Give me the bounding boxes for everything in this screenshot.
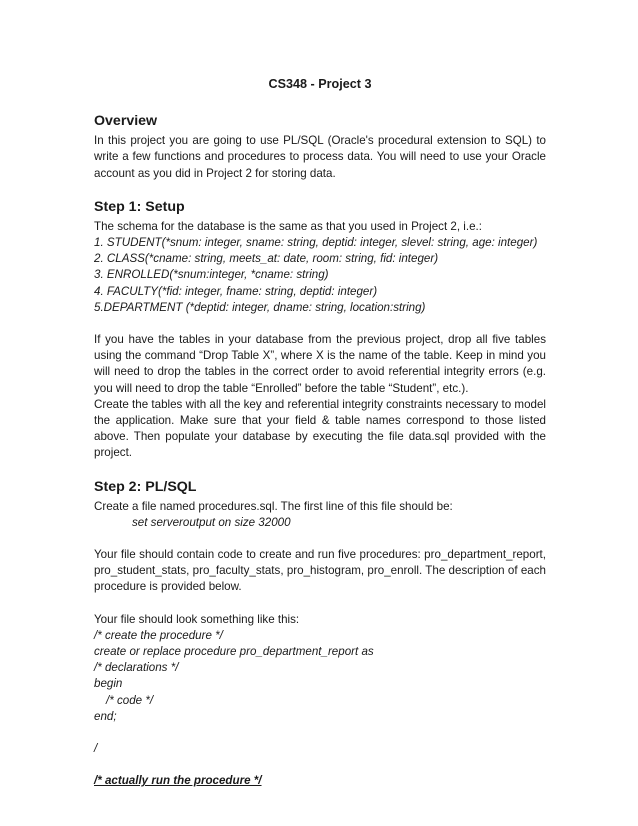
document-title: CS348 - Project 3 xyxy=(268,77,372,91)
step1-create-paragraph: Create the tables with all the key and referential integrity constraints necessary to model the application. Make sure that your field & table names correspond to those listed above. Then populate your database by executing the file data.sql provided with the project. xyxy=(94,397,546,460)
document-content xyxy=(94,76,546,790)
code-slash: / xyxy=(94,742,98,756)
schema-enrolled: 3. ENROLLED(*snum:integer, *cname: string) xyxy=(94,268,329,282)
schema-faculty: 4. FACULTY(*fid: integer, fname: string, deptid: integer) xyxy=(94,284,378,298)
code-line-end: end; xyxy=(94,709,117,723)
step2-procedures-paragraph: Your file should contain code to create and run five procedures: pro_department_report, pro_student_stats, pro_faculty_stats, pro_histogram, pro_enroll. The description of each procedure is provided below. xyxy=(94,548,546,594)
step1-heading: Step 1: Setup xyxy=(94,198,185,215)
step2-intro: Create a file named procedures.sql. The first line of this file should be: xyxy=(94,499,453,513)
step1-intro: The schema for the database is the same as that you used in Project 2, i.e.: xyxy=(94,219,482,233)
code-line-declarations: /* declarations */ xyxy=(94,661,179,675)
code-example-intro: Your file should look something like this: xyxy=(94,612,300,626)
code-line-comment-create: /* create the procedure */ xyxy=(94,628,223,642)
schema-department: 5.DEPARTMENT (*deptid: integer, dname: string, location:string) xyxy=(94,300,426,314)
overview-heading: Overview xyxy=(94,113,158,130)
first-line-code: set serveroutput on size 32000 xyxy=(132,515,291,529)
code-line-create-procedure: create or replace procedure pro_department_report as xyxy=(94,645,374,659)
code-line-code-comment: /* code */ xyxy=(106,693,154,707)
code-line-begin: begin xyxy=(94,677,123,691)
overview-text: In this project you are going to use PL/SQL (Oracle's procedural extension to SQL) to write a few functions and procedures to process data. You will need to use your Oracle account as you did in Project 2 for storing data. xyxy=(94,134,546,180)
schema-student: 1. STUDENT(*snum: integer, sname: string, deptid: integer, slevel: string, age: integer) xyxy=(94,236,538,250)
step2-heading: Step 2: PL/SQL xyxy=(94,478,197,495)
run-procedure-comment: /* actually run the procedure */ xyxy=(94,774,262,788)
schema-class: 2. CLASS(*cname: string, meets_at: date, room: string, fid: integer) xyxy=(94,252,439,266)
step1-drop-paragraph: If you have the tables in your database from the previous project, drop all five tables using the command “Drop Table X”, where X is the name of the table. Keep in mind you will need to drop the tables in the correct order to avoid referential integrity errors (e.g. you will need to drop the table “Enrolled” before the table “Student”, etc.). xyxy=(94,333,546,395)
